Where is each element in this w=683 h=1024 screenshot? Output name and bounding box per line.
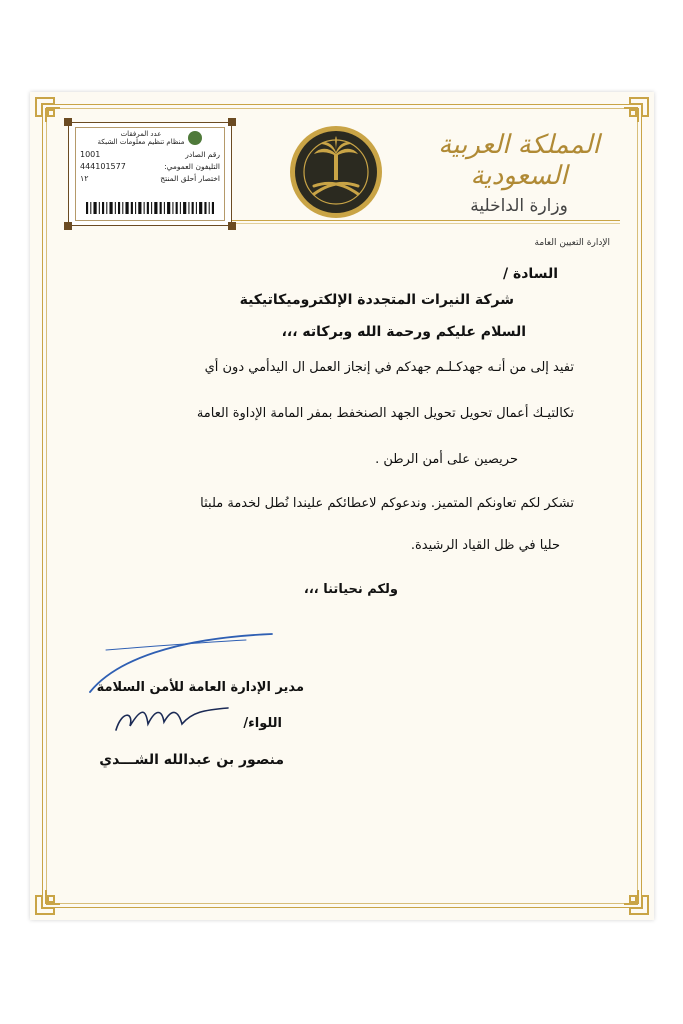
kingdom-name: المملكة العربية السعودية — [438, 130, 600, 192]
department-label: الإدارة التعيين العامة — [534, 238, 610, 248]
corner-ornament-icon — [34, 96, 68, 130]
signatory-rank: اللواء/ — [243, 716, 282, 731]
ref-row-label: التليفون العمومي: — [164, 161, 220, 171]
ref-row — [80, 150, 220, 159]
reference-card — [68, 122, 232, 226]
body-line: حريصين على أمن الرطن . — [375, 452, 518, 467]
ref-title-line1: عدد المرفقات — [120, 130, 162, 138]
corner-ornament-icon — [34, 882, 68, 916]
ref-row-value: 1001 — [80, 149, 101, 159]
greeting: السلام عليكم ورحمة الله وبركاته ،،، — [281, 324, 526, 340]
closing: ولكم نحياتنا ،،، — [303, 582, 398, 597]
ministry-name: وزارة الداخلية — [470, 196, 568, 217]
ref-row — [80, 174, 220, 183]
ref-title-line2: منظام تنظيم معلومات الشبكة — [97, 138, 185, 147]
body-line: تفيد إلى من أنـه جهدكـلـم جهدكم في إنجاز العمل ال اليدأمي دون أي — [204, 360, 574, 375]
corner-ornament-icon — [616, 96, 650, 130]
ref-row-label: رقم الصادر — [185, 149, 220, 159]
body-line: تكالتيـك أعمال تحويل تحويل الجهد الصنخفط بمفر المامة الإداوة العامة — [196, 406, 574, 421]
signatory-name: منصور بن عبدالله الشـــدي — [99, 752, 284, 768]
signatory-title: مدير الإدارة العامة للأمن السلامة — [96, 680, 304, 695]
ref-row — [80, 162, 220, 171]
handwritten-signature-icon — [112, 700, 232, 740]
saudi-emblem-icon — [288, 124, 384, 220]
body-line: حليا في ظل القياد الرشيدة. — [410, 538, 560, 553]
letter-paper — [30, 92, 654, 920]
ref-row-value: 444101577 — [80, 161, 126, 171]
corner-ornament-icon — [616, 882, 650, 916]
palm-logo-icon — [188, 131, 202, 145]
letterhead-title — [424, 130, 614, 216]
recipient-company: شركة النيرات المتجددة الإلكتروميكاتيكية — [239, 292, 514, 308]
barcode-icon — [86, 202, 214, 214]
ref-row-value: ١٢ — [80, 173, 89, 183]
salutation: السادة / — [503, 266, 558, 282]
ref-row-label: اختصار أحلق المنتج — [160, 173, 220, 183]
body-line: تشكر لكم تعاونكم المتميز. وندعوكم لاعطائكم عليندا نُطل لخدمة ملبثا — [200, 496, 574, 511]
